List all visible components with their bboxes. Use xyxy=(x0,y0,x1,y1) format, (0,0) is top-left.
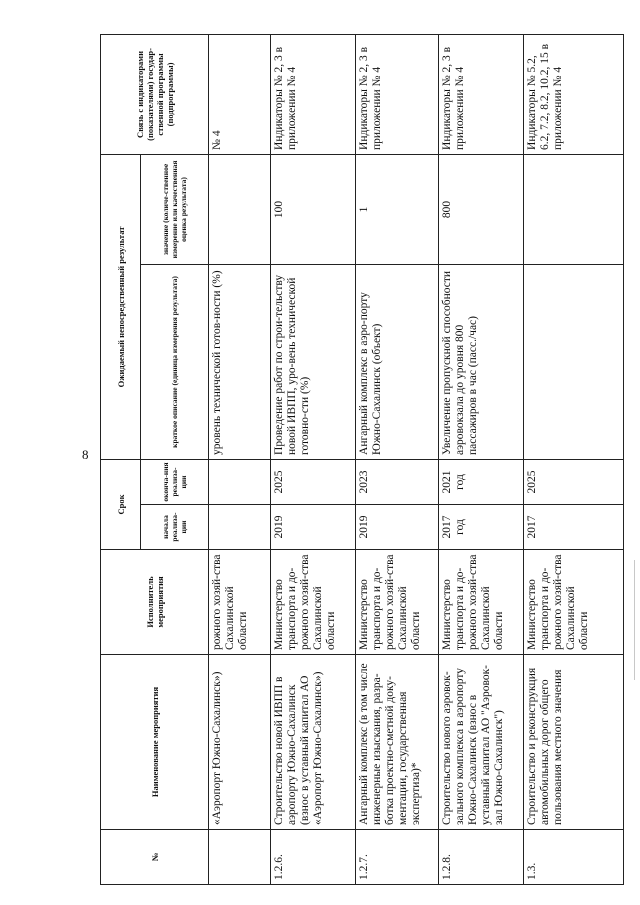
row-link: № 4 xyxy=(209,34,271,154)
header-term-end: оконча-ния реализа-ции xyxy=(141,459,209,504)
row-desc: Увеличение пропускной способности аэровокзала до уровня 800 пассажиров в час (пасс./час) xyxy=(439,264,524,459)
row-link: Индикаторы № 2, 3 в приложении № 4 xyxy=(356,34,439,154)
row-name: Строительство и реконструкция автомобильных дорог общего пользования местного значения xyxy=(524,655,624,830)
table-row xyxy=(271,34,356,884)
rotated-table-container xyxy=(100,35,620,885)
row-desc: Проведение работ по строи-тельству новой ИВПП, уро-вень технической готовно-сти (%) xyxy=(271,264,356,459)
row-link: Индикаторы № 5.2, 6.2, 7.2, 8.2, 10.2, 15 в приложении № 4 xyxy=(524,34,624,154)
row-link: Индикаторы № 2, 3 в приложении № 4 xyxy=(271,34,356,154)
row-start: 2019 xyxy=(356,505,439,550)
row-value xyxy=(209,154,271,264)
row-name: Ангарный комплекс (в том числе инженерные изыскания, разра-ботка проектно-сметной доку-ментации, государственная экспертиза)* xyxy=(356,655,439,830)
row-desc: уровень технической готов-ности (%) xyxy=(209,264,271,459)
table-row xyxy=(356,34,439,884)
row-executor: Министерство транспорта и до-рожного хозяй-ства Сахалинской области xyxy=(439,550,524,655)
row-link: Индикаторы № 2, 3 в приложении № 4 xyxy=(439,34,524,154)
row-num xyxy=(209,830,271,885)
row-executor: Министерство транспорта и до-рожного хозяй-ства Сахалинской области xyxy=(356,550,439,655)
header-term: Срок xyxy=(101,459,141,549)
row-value: 800 xyxy=(439,154,524,264)
row-start: 2017 xyxy=(524,505,624,550)
row-end: 2025 xyxy=(524,459,624,504)
row-value: 1 xyxy=(356,154,439,264)
header-result: Ожидаемый непосредственный результат xyxy=(101,154,141,459)
row-end xyxy=(209,459,271,504)
row-executor: Министерство транспорта и до-рожного хозяй-ства Сахалинской области xyxy=(524,550,624,655)
row-name: Строительство новой ИВПП в аэропорту Южно-Сахалинск (взнос в уставный капитал АО «Аэропорт Южно-Сахалинск») xyxy=(271,655,356,830)
header-executor: Исполнитель мероприятия xyxy=(101,550,209,655)
row-end: 2023 xyxy=(356,459,439,504)
row-num: 1.3. xyxy=(524,830,624,885)
table-header xyxy=(101,34,209,884)
row-start: 2017 год xyxy=(439,505,524,550)
header-link: Связь с индикаторами (показателями) государ-ственной программы (подпрограммы) xyxy=(101,34,209,154)
row-value xyxy=(524,154,624,264)
scan-edge-line xyxy=(634,560,635,680)
events-table xyxy=(100,34,624,885)
header-term-start: начала реализа-ции xyxy=(141,505,209,550)
row-executor: рожного хозяй-ства Сахалинской области xyxy=(209,550,271,655)
row-start xyxy=(209,505,271,550)
row-executor: Министерство транспорта и до-рожного хозяй-ства Сахалинской области xyxy=(271,550,356,655)
row-num: 1.2.8. xyxy=(439,830,524,885)
row-num: 1.2.7. xyxy=(356,830,439,885)
header-result-value: значение (количе-ственное измерение или качественная оценка результата) xyxy=(141,154,209,264)
header-num: № xyxy=(101,830,209,885)
row-desc xyxy=(524,264,624,459)
header-result-desc: краткое описание (единица измерения результата) xyxy=(141,264,209,459)
row-name: «Аэропорт Южно-Сахалинск») xyxy=(209,655,271,830)
page-number: 8 xyxy=(82,447,89,462)
row-start: 2019 xyxy=(271,505,356,550)
header-name: Наименование мероприятия xyxy=(101,655,209,830)
table-row xyxy=(209,34,271,884)
row-name: Строительство нового аэровок-зального комплекса в аэропорту Южно-Сахалинск (взнос в уставный капитал АО "Аэровок-зал Южно-Сахалинск") xyxy=(439,655,524,830)
table-row xyxy=(439,34,524,884)
row-end: 2025 xyxy=(271,459,356,504)
table-row xyxy=(524,34,624,884)
row-value: 100 xyxy=(271,154,356,264)
row-end: 2021 год xyxy=(439,459,524,504)
row-desc: Ангарный комплекс в аэро-порту Южно-Сахалинск (объект) xyxy=(356,264,439,459)
row-num: 1.2.6. xyxy=(271,830,356,885)
